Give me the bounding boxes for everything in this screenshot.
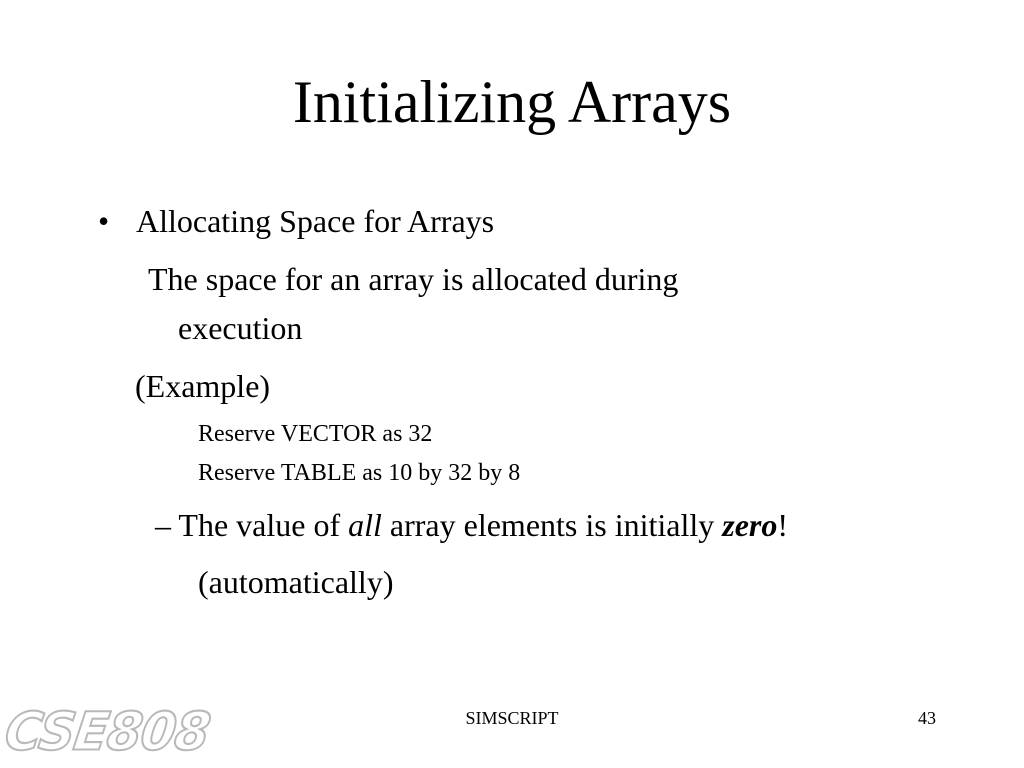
sub-text-end: ! [777,507,789,543]
footer-title: SIMSCRIPT [465,708,559,728]
cse808-logo: CSE808 [1,701,214,762]
description-line-2: execution [178,310,303,346]
slide-title: Initializing Arrays [292,69,732,135]
bullet-text: Allocating Space for Arrays [136,203,495,239]
emphasis-zero: zero [722,507,778,543]
automatic-note: (automatically) [198,564,394,600]
sub-text-part1: The value of [178,507,341,543]
sub-bullet-initial-value [155,509,788,541]
emphasis-all: all [348,507,382,543]
code-line-vector: Reserve VECTOR as 32 [198,421,433,447]
example-label: (Example) [135,368,271,404]
description-line-1: The space for an array is allocated during [148,261,679,297]
dash-icon: – [155,507,171,543]
bullet-item-allocating [98,205,494,237]
sub-text-part2: array elements is initially [389,507,715,543]
code-line-table: Reserve TABLE as 10 by 32 by 8 [198,460,521,486]
page-number: 43 [918,708,936,728]
bullet-icon: • [98,203,110,239]
